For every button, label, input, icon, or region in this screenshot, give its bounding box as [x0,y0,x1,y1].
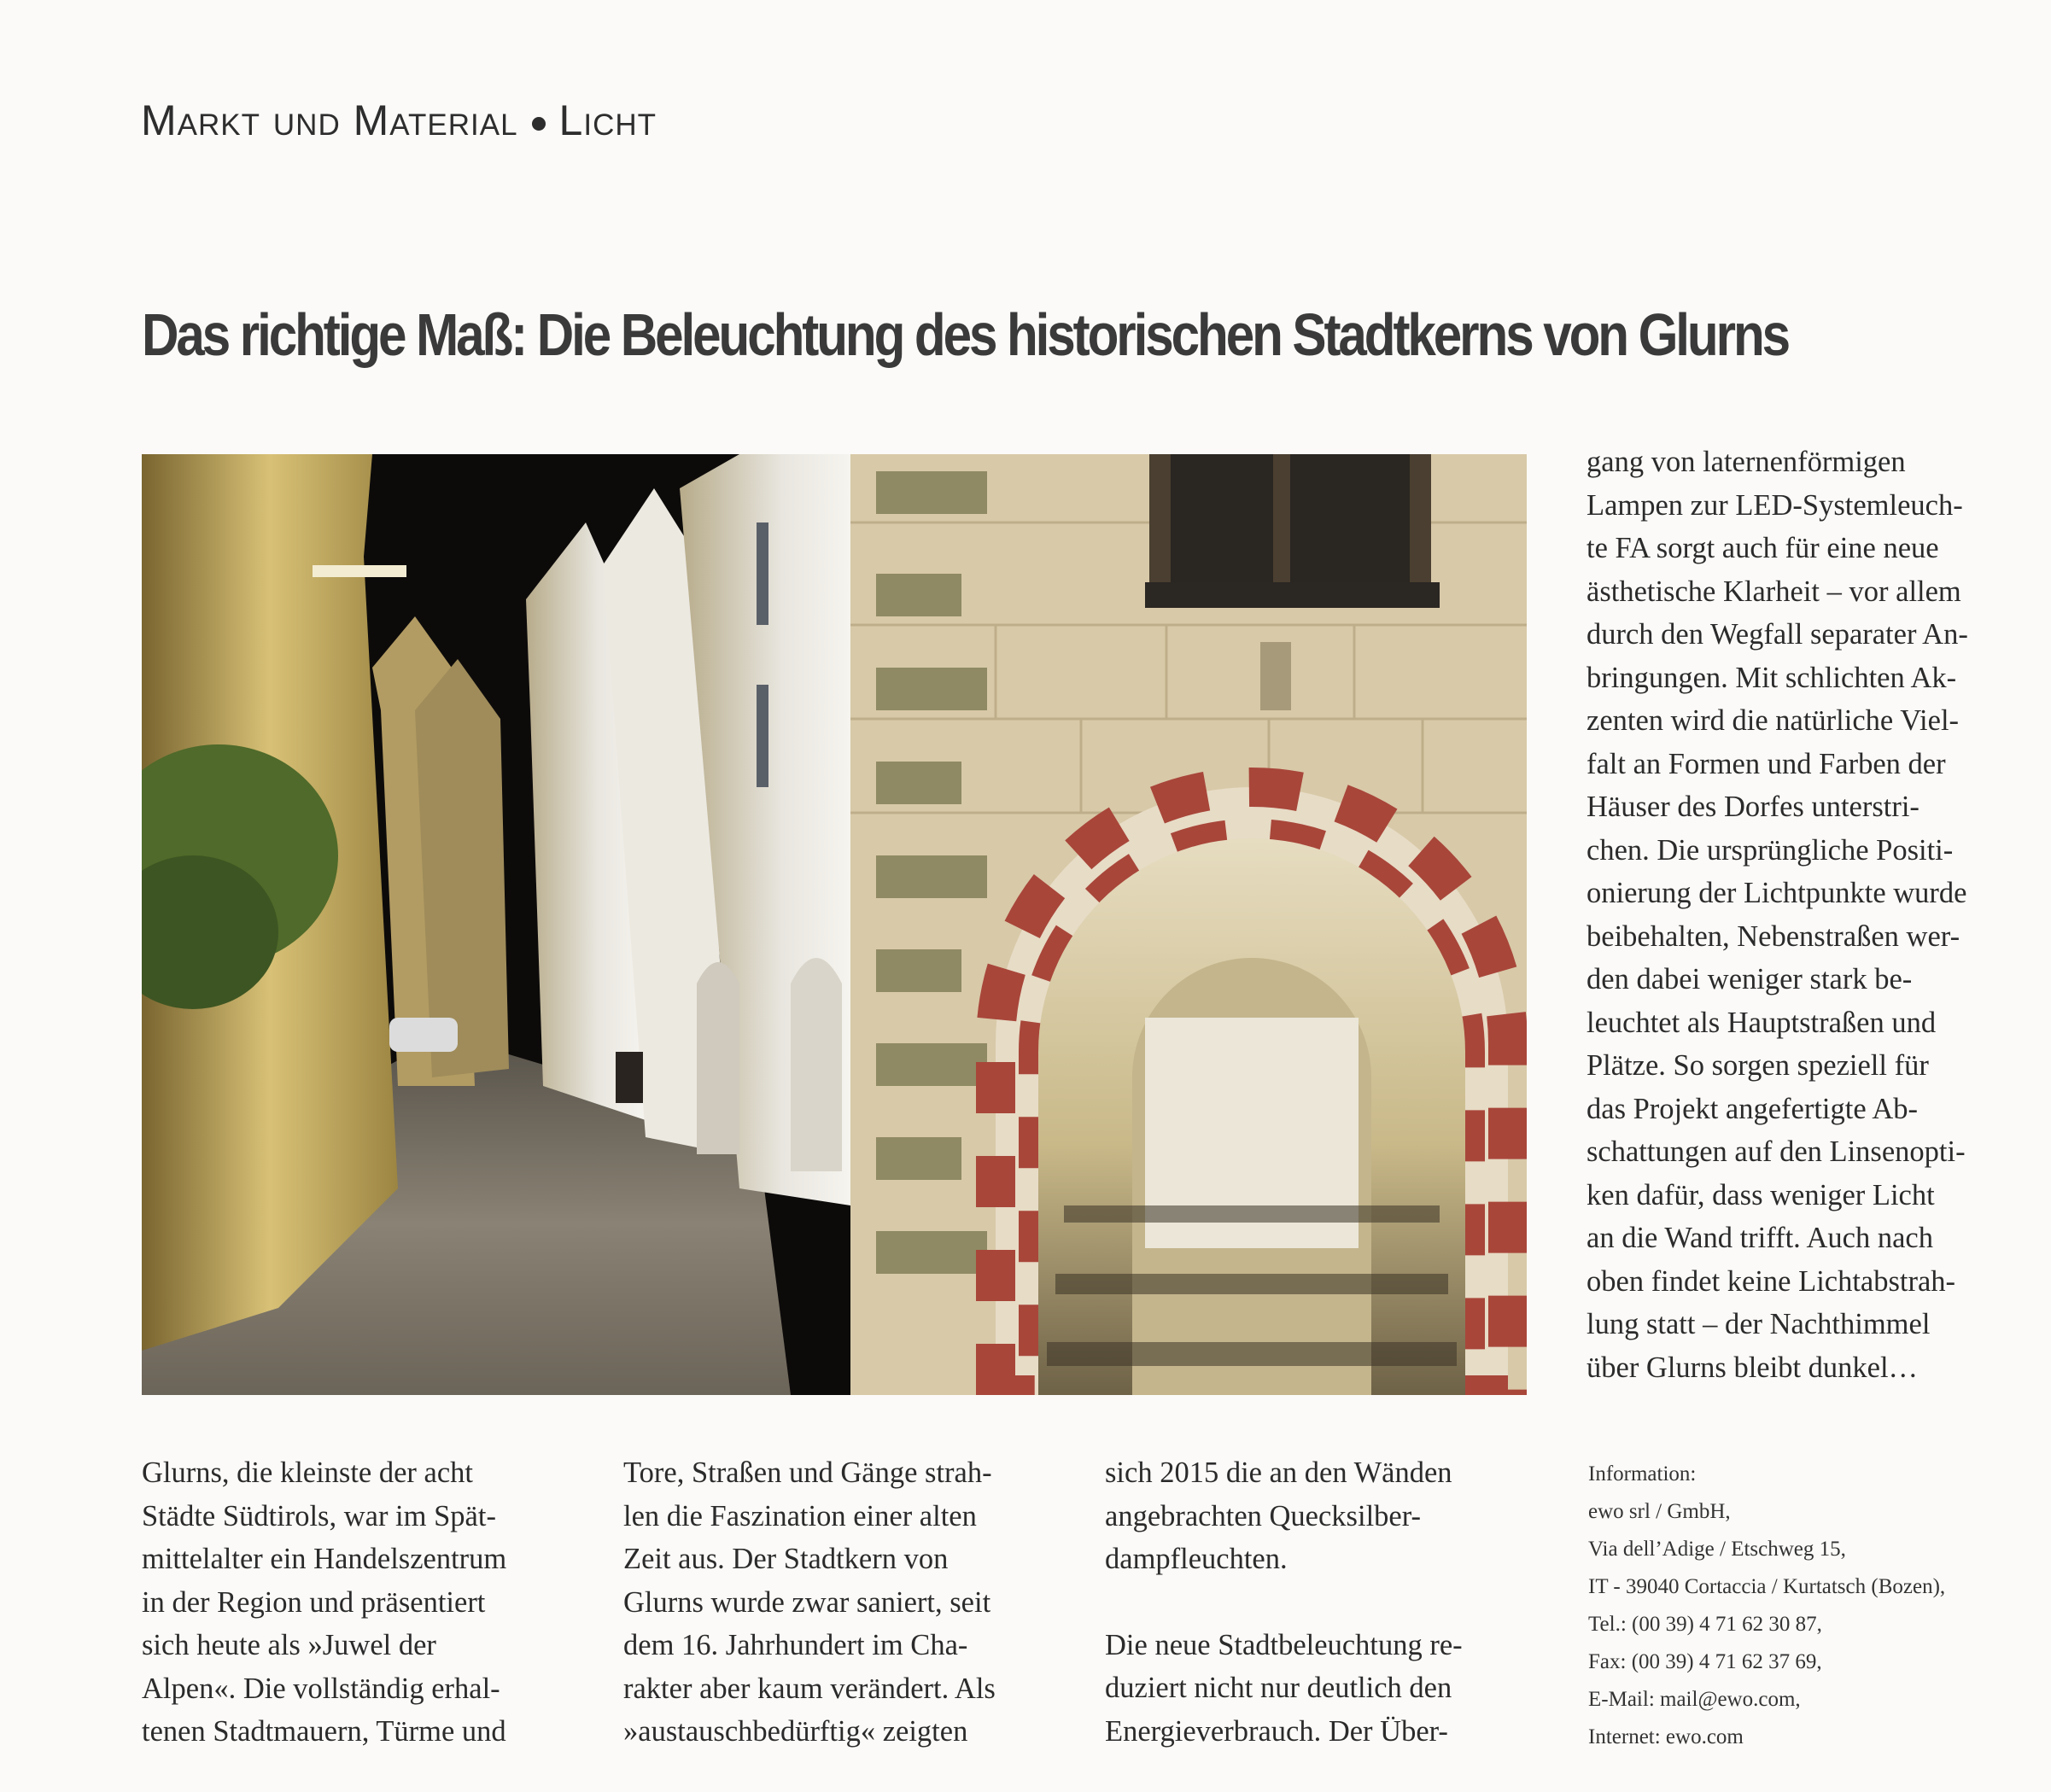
text-line: falt an Formen und Farben der [1586,747,1946,780]
text-line: len die Faszination einer alten [623,1499,977,1532]
text-line: Tore, Straßen und Gänge strah- [623,1456,992,1489]
info-heading: Information: [1588,1462,1697,1486]
body-column-4 [1586,441,2013,1389]
text-line: Plätze. So sorgen speziell für [1586,1049,1929,1082]
section-kicker [141,96,657,145]
glurns-night-street-photo [142,454,1527,1395]
text-line: oben findet keine Lichtabstrah- [1586,1264,1956,1298]
text-line: Häuser des Dorfes unterstri- [1586,791,1920,823]
fax-number: Fax: (00 39) 4 71 62 37 69, [1588,1650,1822,1673]
text-line: sich heute als »Juwel der [142,1629,436,1661]
text-line: »austauschbedürftig« zeigten [623,1715,968,1748]
company-name: ewo srl / GmbH, [1588,1500,1731,1523]
text-line: mittelalter ein Handelszentrum [142,1543,507,1575]
paragraph [1105,1451,1532,1581]
text-line: sich 2015 die an den Wänden [1105,1456,1452,1489]
text-line: leuchtet als Hauptstraßen und [1586,1006,1937,1039]
section-label: Markt und Material [141,96,518,144]
street-address: Via dell’Adige / Etschweg 15, [1588,1538,1846,1561]
text-line: Städte Südtirols, war im Spät- [142,1499,496,1532]
email-address: E-Mail: mail@ewo.com, [1588,1688,1801,1711]
text-line: Energieverbrauch. Der Über- [1105,1714,1448,1748]
text-line: an die Wand trifft. Auch nach [1586,1222,1933,1254]
text-line: über Glurns bleibt dunkel… [1586,1351,1919,1384]
article-title: Das richtige Maß: Die Beleuchtung des historischen Stadtkerns von Glurns [142,301,1789,368]
phone-number: Tel.: (00 39) 4 71 62 30 87, [1588,1613,1822,1636]
text-line: dem 16. Jahrhundert im Cha- [623,1629,968,1661]
text-line: Zeit aus. Der Stadtkern von [623,1543,949,1575]
city-address: IT - 39040 Cortaccia / Kurtatsch (Bozen), [1588,1575,1946,1598]
body-column-3 [1105,1451,1532,1753]
article-photo [142,454,1527,1395]
text-line: te FA sorgt auch für eine neue [1586,532,1939,564]
website: Internet: ewo.com [1588,1725,1744,1748]
text-line: den dabei weniger stark be- [1586,963,1913,995]
text-line: rakter aber kaum verändert. Als [623,1672,996,1705]
text-line: Glurns, die kleinste der acht [142,1456,474,1489]
text-line: Die neue Stadtbeleuchtung re- [1105,1628,1463,1661]
text-line: beibehalten, Nebenstraßen wer- [1586,919,1960,953]
bullet-separator [532,117,546,131]
text-line: dampfleuchten. [1105,1543,1288,1575]
subsection-label: Licht [558,96,657,144]
text-line: Lampen zur LED-Systemleuch- [1586,488,1963,522]
text-line: in der Region und präsentiert [142,1585,486,1619]
contact-info-box [1588,1456,2032,1756]
text-line: durch den Wegfall separater An- [1586,618,1968,651]
text-line: Glurns wurde zwar saniert, seit [623,1585,991,1619]
text-line: tenen Stadtmauern, Türme und [142,1715,506,1748]
text-line: chen. Die ursprüngliche Positi- [1586,833,1954,867]
body-column-2 [623,1451,1050,1754]
text-line: zenten wird die natürliche Viel- [1586,704,1960,737]
text-line: bringungen. Mit schlichten Ak- [1586,661,1957,694]
text-line: das Projekt angefertigte Ab- [1586,1092,1919,1125]
body-column-1 [142,1451,569,1754]
text-line: lung statt – der Nachthimmel [1586,1308,1931,1340]
paragraph [1105,1624,1532,1754]
text-line: schattungen auf den Linsenopti- [1586,1135,1966,1168]
text-line: duziert nicht nur deutlich den [1105,1672,1452,1704]
text-line: onierung der Lichtpunkte wurde [1586,877,1967,909]
text-line: Alpen«. Die vollständig erhal- [142,1672,500,1705]
text-line: ken dafür, dass weniger Licht [1586,1178,1935,1211]
text-line: ästhetische Klarheit – vor allem [1586,575,1961,608]
text-line: angebrachten Quecksilber- [1105,1499,1421,1532]
text-line: gang von laternenförmigen [1586,446,1906,478]
